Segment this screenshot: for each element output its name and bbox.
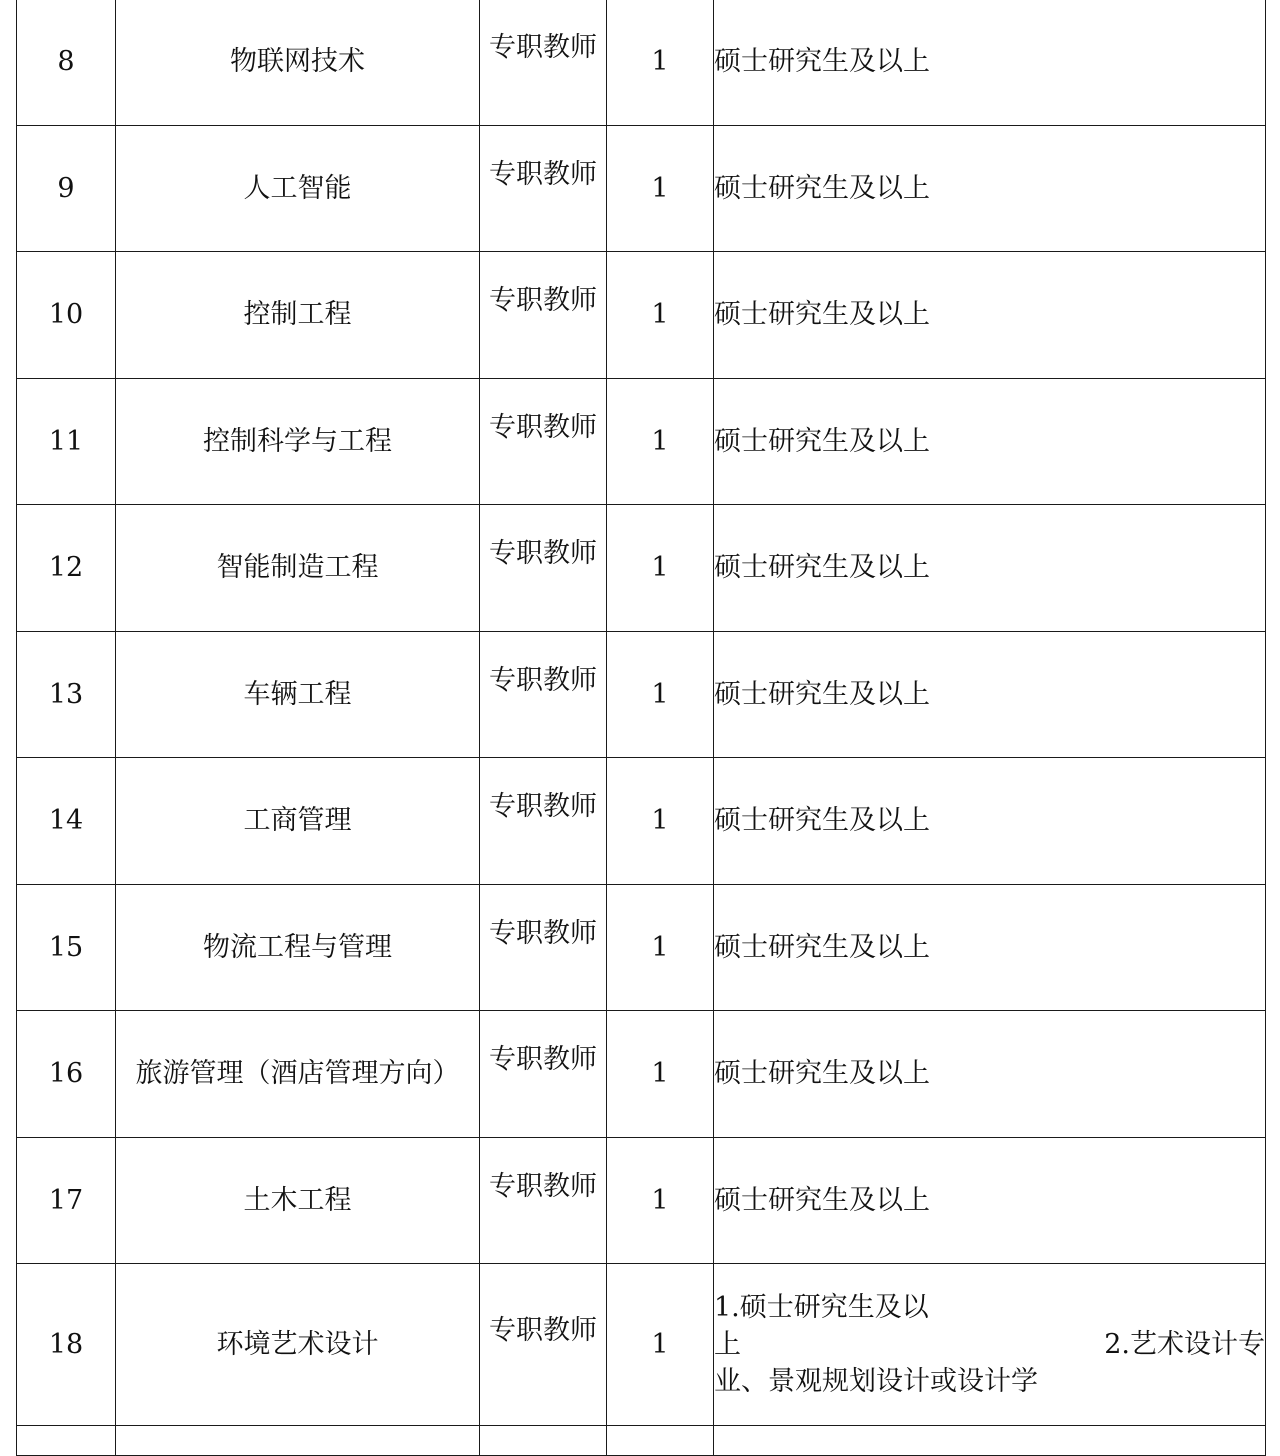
post-cell [480, 631, 607, 758]
post-label: 专职教师 [489, 32, 597, 64]
row-number-cell: 14 [17, 758, 116, 885]
requirement-cell [714, 1426, 1266, 1456]
requirement-cell: 硕士研究生及以上 [714, 1137, 1266, 1264]
post-label: 专职教师 [489, 411, 597, 443]
requirement-cell: 硕士研究生及以上 [714, 505, 1266, 632]
post-label: 专职教师 [489, 285, 597, 317]
post-label: 专职教师 [489, 1315, 597, 1346]
row-number-cell: 15 [17, 884, 116, 1011]
post-cell [480, 884, 607, 1011]
requirement-cell: 硕士研究生及以上 [714, 631, 1266, 758]
headcount-cell: 1 [607, 1264, 714, 1426]
requirement-cell: 硕士研究生及以上 [714, 378, 1266, 505]
row-number-cell: 18 [17, 1264, 116, 1426]
major-cell: 控制科学与工程 [116, 378, 480, 505]
major-cell: 工商管理 [116, 758, 480, 885]
post-cell [480, 505, 607, 632]
headcount-cell: 1 [607, 631, 714, 758]
headcount-cell: 1 [607, 1011, 714, 1138]
major-cell: 物联网技术 [116, 0, 480, 125]
requirement-cell: 硕士研究生及以上 [714, 884, 1266, 1011]
requirement-cell: 硕士研究生及以上 [714, 125, 1266, 252]
headcount-cell: 1 [607, 378, 714, 505]
table-row [17, 758, 1266, 885]
major-cell: 车辆工程 [116, 631, 480, 758]
headcount-cell: 1 [607, 758, 714, 885]
row-number-cell [17, 1426, 116, 1456]
requirement-cell: 硕士研究生及以上 [714, 0, 1266, 125]
post-label: 专职教师 [489, 917, 597, 949]
major-cell: 物流工程与管理 [116, 884, 480, 1011]
requirement-line-1: 1.硕士研究生及以 [714, 1292, 929, 1323]
requirement-line-2 [714, 1326, 1265, 1363]
headcount-cell: 1 [607, 0, 714, 125]
post-cell [480, 125, 607, 252]
row-number-cell: 17 [17, 1137, 116, 1264]
major-cell [116, 1426, 480, 1456]
table-row [17, 252, 1266, 379]
headcount-cell [607, 1426, 714, 1456]
requirement-line-2-left: 上 [714, 1329, 741, 1360]
table-row [17, 125, 1266, 252]
table-row [17, 378, 1266, 505]
post-cell [480, 378, 607, 505]
requirement-line-2-right: 2.艺术设计专 [1104, 1329, 1265, 1360]
post-label: 专职教师 [489, 1044, 597, 1076]
row-number-cell: 11 [17, 378, 116, 505]
row-number-cell: 10 [17, 252, 116, 379]
row-number-cell: 16 [17, 1011, 116, 1138]
table-row [17, 505, 1266, 632]
row-number-cell: 9 [17, 125, 116, 252]
post-cell [480, 252, 607, 379]
post-label: 专职教师 [489, 664, 597, 696]
table-row [17, 1011, 1266, 1138]
table-row [17, 884, 1266, 1011]
recruitment-table [16, 0, 1266, 1456]
row-number-cell: 12 [17, 505, 116, 632]
post-cell [480, 1137, 607, 1264]
major-cell: 土木工程 [116, 1137, 480, 1264]
major-cell: 环境艺术设计 [116, 1264, 480, 1426]
table-row [17, 1137, 1266, 1264]
row-number-cell: 8 [17, 0, 116, 125]
major-cell: 控制工程 [116, 252, 480, 379]
headcount-cell: 1 [607, 505, 714, 632]
table-row [17, 0, 1266, 125]
headcount-cell: 1 [607, 125, 714, 252]
post-label: 专职教师 [489, 1170, 597, 1202]
requirement-line-3: 业、景观规划设计或设计学 [714, 1366, 1038, 1397]
headcount-cell: 1 [607, 884, 714, 1011]
requirement-cell: 硕士研究生及以上 [714, 252, 1266, 379]
table-row [17, 631, 1266, 758]
requirement-cell: 硕士研究生及以上 [714, 758, 1266, 885]
major-cell: 智能制造工程 [116, 505, 480, 632]
table-row [17, 1264, 1266, 1426]
post-cell [480, 0, 607, 125]
table-row-partial [17, 1426, 1266, 1456]
post-label: 专职教师 [489, 538, 597, 570]
headcount-cell: 1 [607, 1137, 714, 1264]
requirement-cell: 硕士研究生及以上 [714, 1011, 1266, 1138]
post-cell [480, 1426, 607, 1456]
post-cell [480, 1264, 607, 1426]
post-cell [480, 1011, 607, 1138]
requirement-text [714, 1289, 1265, 1400]
row-number-cell: 13 [17, 631, 116, 758]
major-cell: 旅游管理（酒店管理方向） [116, 1011, 480, 1138]
requirement-cell [714, 1264, 1266, 1426]
post-label: 专职教师 [489, 158, 597, 190]
major-cell: 人工智能 [116, 125, 480, 252]
headcount-cell: 1 [607, 252, 714, 379]
post-cell [480, 758, 607, 885]
post-label: 专职教师 [489, 791, 597, 823]
